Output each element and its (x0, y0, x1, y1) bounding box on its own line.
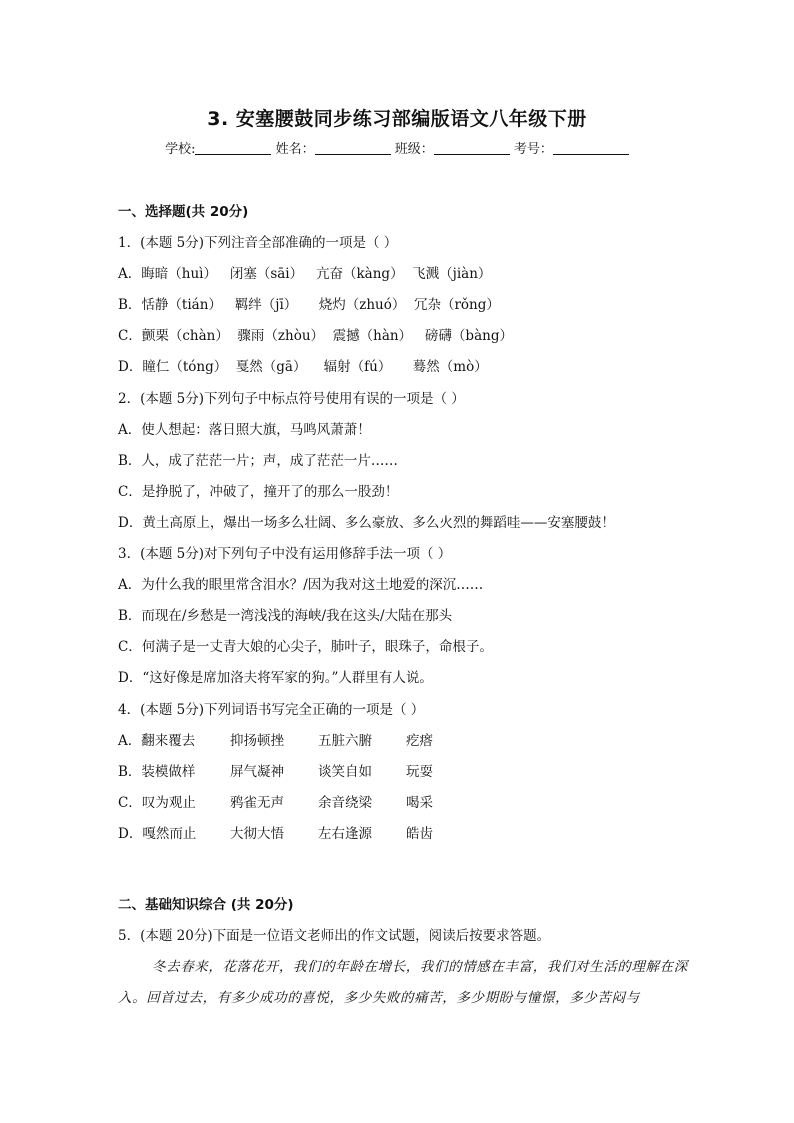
question-4-option-a (118, 726, 718, 757)
question-5-stem: 5．(本题 20分)下面是一位语文老师出的作文试题，阅读后按要求答题。 (118, 928, 551, 945)
word-cell: 余音绕梁 (318, 794, 372, 811)
question-2-option-b: B．人，成了茫茫一片；声，成了茫茫一片…… (118, 452, 398, 469)
name-label: 姓名： (275, 142, 315, 157)
question-3-stem: 3．(本题 5分)对下列句子中没有运用修辞手法一项（ ） (118, 546, 452, 563)
question-1-option-a: A．晦暗（huì） 闭塞（sāi） 亢奋（kàng） 飞溅（jiàn） (118, 266, 492, 283)
question-4-option-d (118, 819, 718, 850)
number-label: 考号： (513, 142, 553, 157)
word-cell: D．嘎然而止 (118, 825, 197, 842)
question-3-option-d: D．“这好像是席加洛夫将军家的狗。”人群里有人说。 (118, 670, 433, 687)
section-heading-choice: 一、选择题(共 20分) (118, 204, 249, 220)
section-gap (118, 850, 718, 890)
question-4-option-b (118, 757, 718, 788)
word-cell: 左右逢源 (318, 825, 372, 842)
word-cell: C．叹为观止 (118, 794, 196, 811)
exam-content (118, 197, 718, 1014)
question-3-option-b: B．而现在/乡愁是一湾浅浅的海峡/我在这头/大陆在那头 (118, 608, 453, 625)
question-2-option-c: C．是挣脱了，冲破了，撞开了的那么一股劲！ (118, 483, 399, 500)
word-cell: 屏气凝神 (230, 763, 284, 780)
essay-text-line: 入。回首过去，有多少成功的喜悦，多少失败的痛苦，多少期盼与憧憬，多少苦闷与 (118, 990, 640, 1007)
word-cell: 疙瘩 (406, 732, 433, 749)
question-2-option-d: D．黄土高原上，爆出一场多么壮阔、多么豪放、多么火烈的舞蹈哇——安塞腰鼓！ (118, 514, 615, 531)
school-label: 学校: (165, 142, 196, 157)
word-cell: 谈笑自如 (318, 763, 372, 780)
word-cell: 玩耍 (406, 763, 433, 780)
word-cell: 抑扬顿挫 (230, 732, 284, 749)
word-cell: 五脏六腑 (318, 732, 372, 749)
question-1-option-d: D．瞳仁（tóng） 戛然（gā） 辐射（fú） 蓦然（mò） (118, 359, 488, 376)
word-cell: 喝采 (406, 794, 433, 811)
word-cell: A．翻来覆去 (118, 732, 196, 749)
question-1-option-b: B．恬静（tián） 羁绊（jī） 烧灼（zhuó） 冗杂（rǒng） (118, 297, 500, 314)
page-title: 3. 安塞腰鼓同步练习部编版语文八年级下册 (207, 108, 587, 130)
number-blank[interactable] (553, 140, 629, 155)
word-cell: 大彻大悟 (230, 825, 284, 842)
word-cell: 皓齿 (406, 825, 433, 842)
name-blank[interactable] (315, 140, 391, 155)
question-3-option-c: C．何满子是一丈青大娘的心尖子，肺叶子，眼珠子，命根子。 (118, 639, 493, 656)
word-cell: B．装模做样 (118, 763, 196, 780)
question-1-option-c: C．颤栗（chàn） 骤雨（zhòu） 震撼（hàn） 磅礴（bàng） (118, 328, 513, 345)
school-blank[interactable] (195, 140, 271, 155)
question-2-stem: 2．(本题 5分)下列句子中标点符号使用有误的一项是（ ） (118, 390, 465, 407)
question-3-option-a: A．为什么我的眼里常含泪水？/因为我对这土地爱的深沉…… (118, 577, 484, 594)
student-info-line (0, 138, 794, 157)
essay-text-line: 冬去春来，花落花开，我们的年龄在增长，我们的情感在丰富，我们对生活的理解在深 (152, 959, 688, 976)
question-4-option-c (118, 788, 718, 819)
class-label: 班级： (394, 142, 434, 157)
question-2-option-a: A．使人想起：落日照大旗，马鸣风萧萧！ (118, 421, 371, 438)
question-1-stem: 1．(本题 5分)下列注音全部准确的一项是（ ） (118, 235, 398, 252)
word-cell: 鸦雀无声 (230, 794, 284, 811)
section-heading-basic-knowledge: 二、基础知识综合 (共 20分) (118, 896, 294, 913)
question-4-stem: 4．(本题 5分)下列词语书写完全正确的一项是（ ） (118, 701, 425, 718)
class-blank[interactable] (434, 140, 510, 155)
